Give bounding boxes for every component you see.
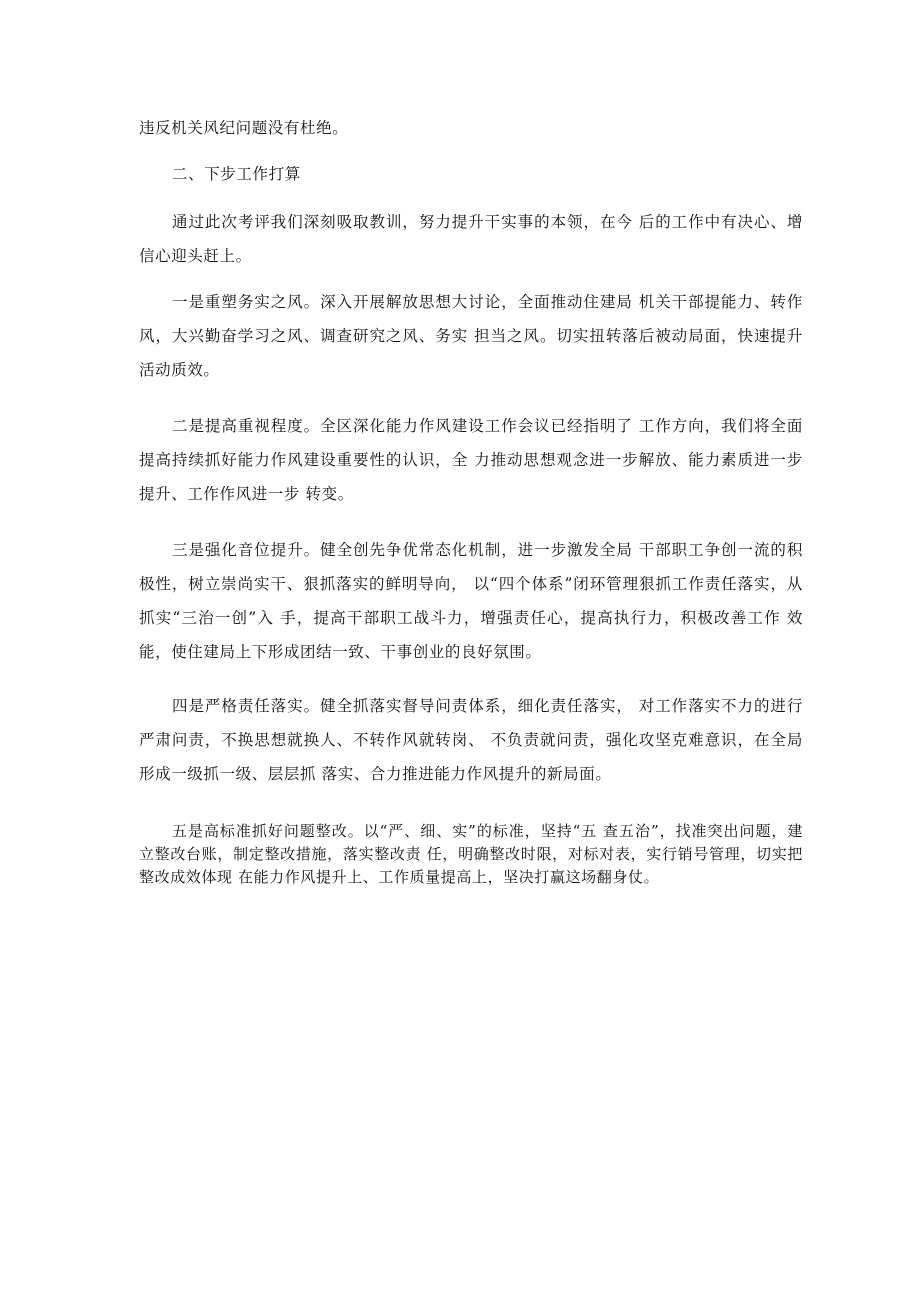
paragraph-continuation: 违反机关风纪问题没有杜绝。: [139, 119, 349, 137]
section-heading: 二、下步工作打算: [172, 165, 301, 183]
paragraph-intro: 通过此次考评我们深刻吸取教训，努力提升干实事的本领，在今 后的工作中有决心、增信心迎头赶上。: [139, 213, 803, 265]
paragraph-point-1: 一是重塑务实之风。深入开展解放思想大讨论，全面推动住建局 机关干部提能力、转作风，大兴勤奋学习之风、调查研究之风、务实 担当之风。切实扭转落后被动局面，快速提升活动质效。: [139, 293, 803, 379]
paragraph-point-5: 五是高标准抓好问题整改。以“严、细、实”的标准，坚持“五 查五治”，找准突出问题，建立整改台账，制定整改措施，落实整改责 任，明确整改时限，对标对表，实行销号管理，切实把整改成效体现 在能力作风提升上、工作质量提高上，坚决打赢这场翻身仗。: [139, 822, 803, 886]
paragraph-point-4: 四是严格责任落实。健全抓落实督导问责体系，细化责任落实， 对工作落实不力的进行严肃问责，不换思想就换人、不转作风就转岗、 不负责就问责，强化攻坚克难意识，在全局形成一级抓一级、层层抓 落实、合力推进能力作风提升的新局面。: [139, 697, 803, 783]
paragraph-point-2: 二是提高重视程度。全区深化能力作风建设工作会议已经指明了 工作方向，我们将全面提高持续抓好能力作风建设重要性的认识，全 力推动思想观念进一步解放、能力素质进一步提升、工作作风进一步 转变。: [139, 417, 803, 503]
paragraph-point-3: 三是强化音位提升。健全创先争优常态化机制，进一步激发全局 干部职工争创一流的积极性，树立崇尚实干、狠抓落实的鲜明导向， 以“四个体系”闭环管理狠抓工作责任落实，从抓实“三治一创”入 手，提高干部职工战斗力，增强责任心，提高执行力，积极改善工作 效能，使住建局上下形成团结一致、干事创业的良好氛围。: [139, 541, 803, 661]
